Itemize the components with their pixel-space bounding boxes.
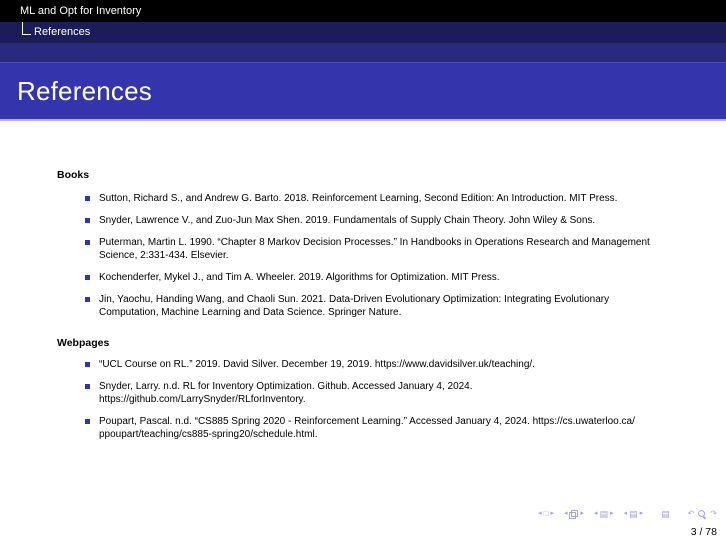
bullet-square-icon (85, 362, 90, 367)
section-icon[interactable]: ▤ (629, 509, 638, 519)
bullet-square-icon (85, 240, 90, 245)
list-item (57, 293, 671, 319)
subsection-nav-group (593, 509, 615, 519)
list-item (57, 380, 671, 406)
prev-section-icon[interactable]: ◂ (623, 510, 628, 517)
reference-text: “UCL Course on RL.” 2019. David Silver. December 19, 2019. https://www.davidsilver.uk/teaching/. (99, 359, 535, 370)
next-section-icon[interactable]: ▸ (639, 510, 644, 517)
subsection-icon[interactable]: ▤ (599, 509, 609, 519)
frame-title: References (17, 75, 152, 106)
slide-nav-group (537, 509, 555, 519)
list-item (57, 236, 671, 262)
bullet-square-icon (85, 419, 90, 424)
reference-text: Poupart, Pascal. n.d. “CS885 Spring 2020 - Reinforcement Learning.” Accessed January 4, 2024. https://cs.uwaterloo.ca/ ppoupart/teaching/cs885-spring20/schedule.html. (99, 416, 635, 440)
list-item (57, 415, 671, 441)
reference-text: Snyder, Larry. n.d. RL for Inventory Optimization. Github. Accessed January 4, 2024. https://github.com/LarrySnyder/RLforInventory. (99, 381, 473, 405)
next-slide-icon[interactable]: ▸ (550, 510, 554, 517)
section-link[interactable]: References (34, 26, 91, 38)
history-nav-group (687, 509, 718, 519)
webpages-heading: Webpages (57, 337, 110, 349)
document-icon[interactable]: ▤ (661, 509, 670, 519)
prev-frame-icon[interactable]: ◂ (563, 510, 568, 517)
bullet-square-icon (85, 196, 90, 201)
forward-icon[interactable]: ↷ (710, 509, 717, 518)
back-icon[interactable]: ↶ (687, 509, 695, 518)
slide-icon[interactable]: □ (543, 509, 549, 518)
navigation-bar (529, 509, 718, 519)
list-item (57, 271, 671, 284)
slide-body (57, 169, 671, 450)
bullet-square-icon (85, 297, 90, 302)
bullet-square-icon (85, 384, 90, 389)
prev-subsection-icon[interactable]: ◂ (593, 510, 598, 517)
books-list (57, 192, 671, 319)
search-icon[interactable] (697, 509, 707, 519)
headline-title-bar (0, 0, 726, 22)
books-heading: Books (57, 169, 90, 181)
presentation-title: ML and Opt for Inventory (20, 5, 142, 17)
frame-nav-group (563, 509, 585, 519)
list-item (57, 358, 671, 371)
reference-text: Sutton, Richard S., and Andrew G. Barto. 2018. Reinforcement Learning, Second Edition: An Introduction. MIT Press. (99, 193, 618, 204)
next-subsection-icon[interactable]: ▸ (610, 510, 614, 517)
webpages-list (57, 358, 671, 441)
next-frame-icon[interactable]: ▸ (580, 510, 584, 517)
section-nav-group (623, 509, 645, 519)
bullet-square-icon (85, 218, 90, 223)
tree-corner-icon (22, 22, 31, 35)
frame-icon[interactable] (569, 510, 578, 519)
prev-slide-icon[interactable]: ◂ (538, 510, 542, 517)
reference-text: Puterman, Martin L. 1990. “Chapter 8 Markov Decision Processes.” In Handbooks in Operations Research and Management Science, 2:331-434. Elsevier. (99, 237, 650, 261)
page-number: 3 / 78 (690, 526, 717, 538)
frame-title-bar (0, 62, 726, 121)
bullet-square-icon (85, 275, 90, 280)
reference-text: Kochenderfer, Mykel J., and Tim A. Wheeler. 2019. Algorithms for Optimization. MIT Press. (99, 272, 500, 283)
headline-subsection-bar (0, 43, 726, 62)
headline-section-bar (0, 22, 726, 43)
list-item (57, 192, 671, 205)
reference-text: Snyder, Lawrence V., and Zuo-Jun Max Shen. 2019. Fundamentals of Supply Chain Theory. John Wiley & Sons. (99, 215, 596, 226)
reference-text: Jin, Yaochu, Handing Wang, and Chaoli Sun. 2021. Data-Driven Evolutionary Optimization: Integrating Evolutionary Computation, Machine Learning and Data Science. Springer Nature. (99, 294, 610, 318)
list-item (57, 214, 671, 227)
document-nav-group (660, 509, 671, 519)
